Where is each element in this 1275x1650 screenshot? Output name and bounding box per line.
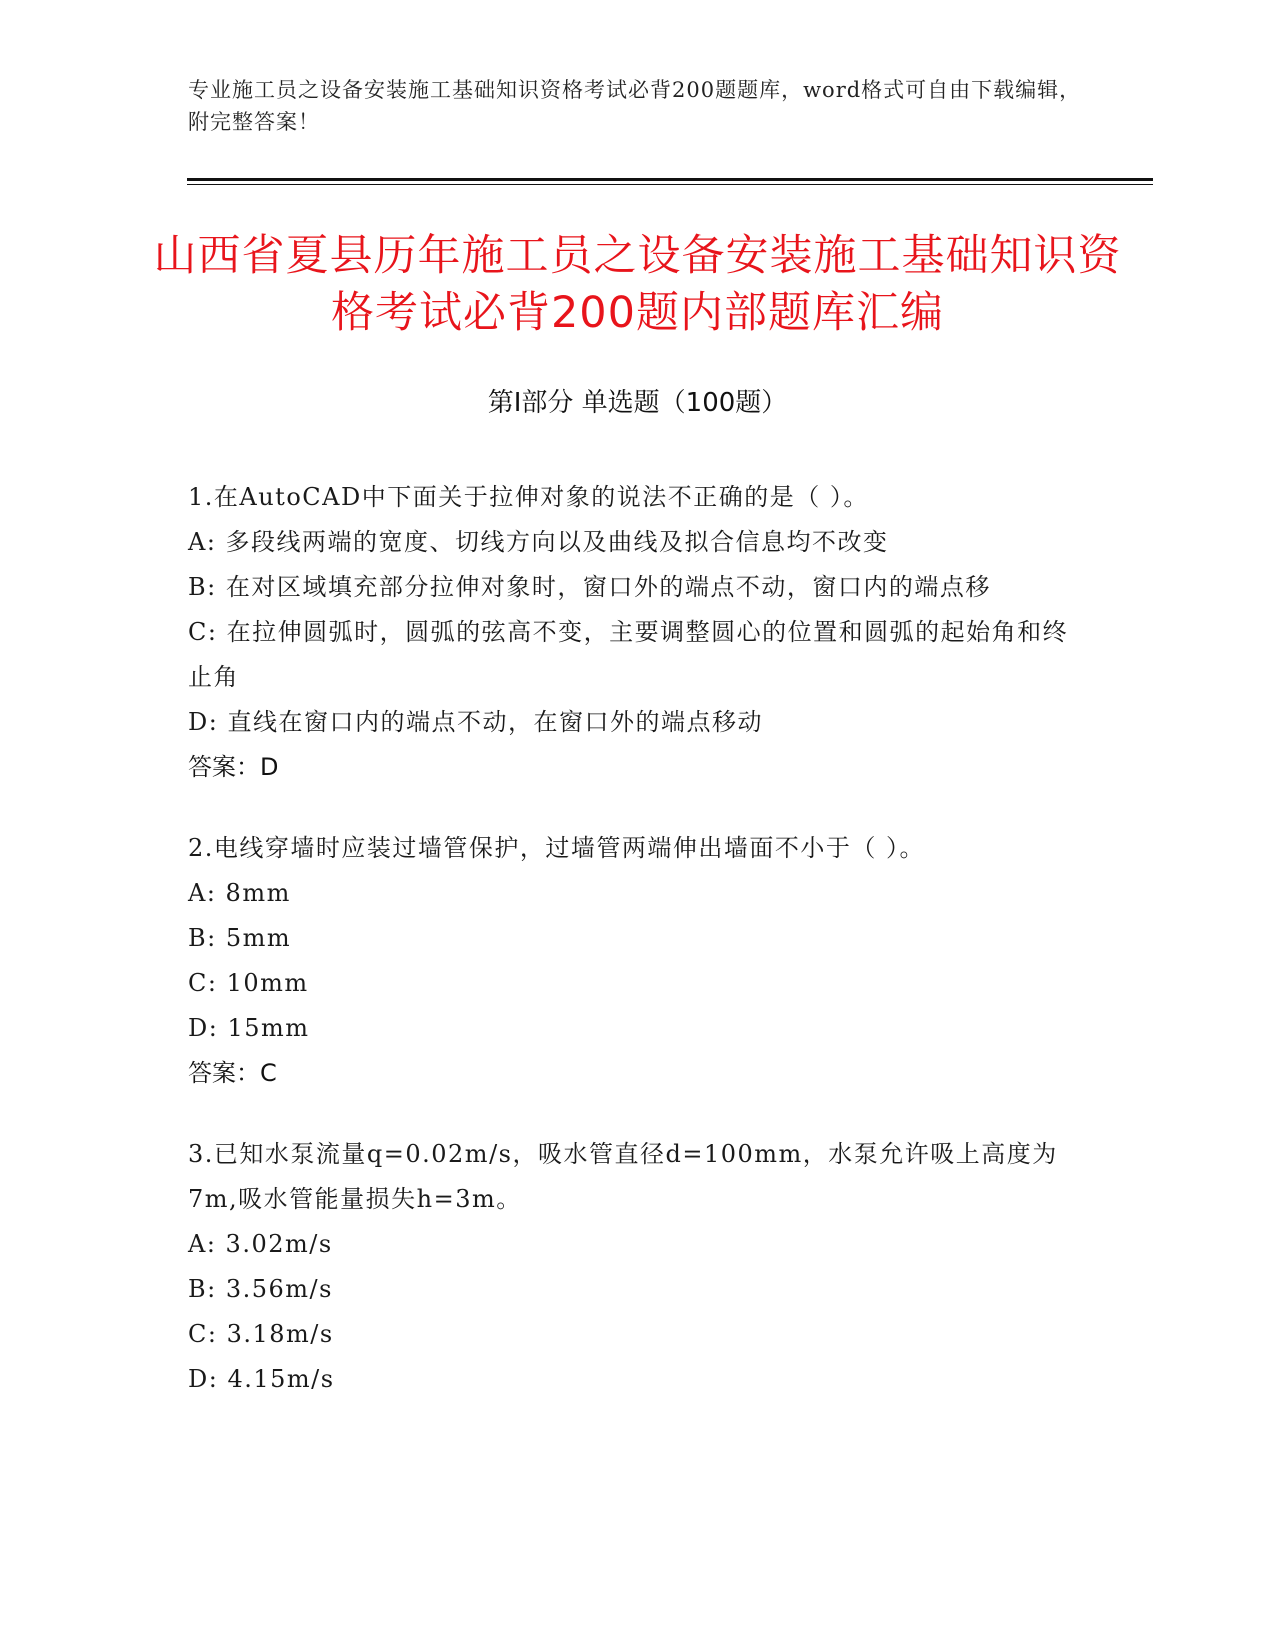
option-b: B: 5mm: [188, 924, 292, 952]
question-3: [188, 1132, 1088, 1402]
header-rule-thick: [187, 178, 1153, 181]
question-2: [188, 826, 1088, 1096]
option-b: B: 在对区域填充部分拉伸对象时，窗口外的端点不动，窗口内的端点移: [188, 573, 991, 601]
question-stem: 3.已知水泵流量q=0.02m/s，吸水管直径d=100mm，水泵允许吸上高度为7m,吸水管能量损失h=3m。: [188, 1140, 1058, 1213]
answer: 答案：C: [188, 1059, 277, 1087]
option-b: B: 3.56m/s: [188, 1275, 333, 1303]
option-c: C: 3.18m/s: [188, 1320, 334, 1348]
question-stem: 1.在AutoCAD中下面关于拉伸对象的说法不正确的是（ ）。: [188, 483, 869, 511]
question-1: [188, 475, 1088, 790]
option-d: D: 4.15m/s: [188, 1365, 335, 1393]
document-title: 山西省夏县历年施工员之设备安装施工基础知识资格考试必背200题内部题库汇编: [153, 231, 1122, 338]
question-list: [188, 475, 1088, 1438]
option-c: C: 10mm: [188, 969, 309, 997]
option-d: D: 直线在窗口内的端点不动，在窗口外的端点移动: [188, 708, 763, 736]
option-d: D: 15mm: [188, 1014, 310, 1042]
question-stem: 2.电线穿墙时应装过墙管保护，过墙管两端伸出墙面不小于（ ）。: [188, 834, 926, 862]
option-a: A: 多段线两端的宽度、切线方向以及曲线及拟合信息均不改变: [188, 528, 889, 556]
header-note: 专业施工员之设备安装施工基础知识资格考试必背200题题库，word格式可自由下载编辑，附完整答案！: [188, 78, 1082, 134]
section-title: 第Ⅰ部分 单选题（100题）: [487, 388, 788, 418]
answer: 答案：D: [188, 753, 279, 781]
header-rule-thin: [187, 184, 1153, 185]
option-a: A: 3.02m/s: [188, 1230, 333, 1258]
option-c: C: 在拉伸圆弧时，圆弧的弦高不变，主要调整圆心的位置和圆弧的起始角和终止角: [188, 618, 1069, 691]
option-a: A: 8mm: [188, 879, 291, 907]
